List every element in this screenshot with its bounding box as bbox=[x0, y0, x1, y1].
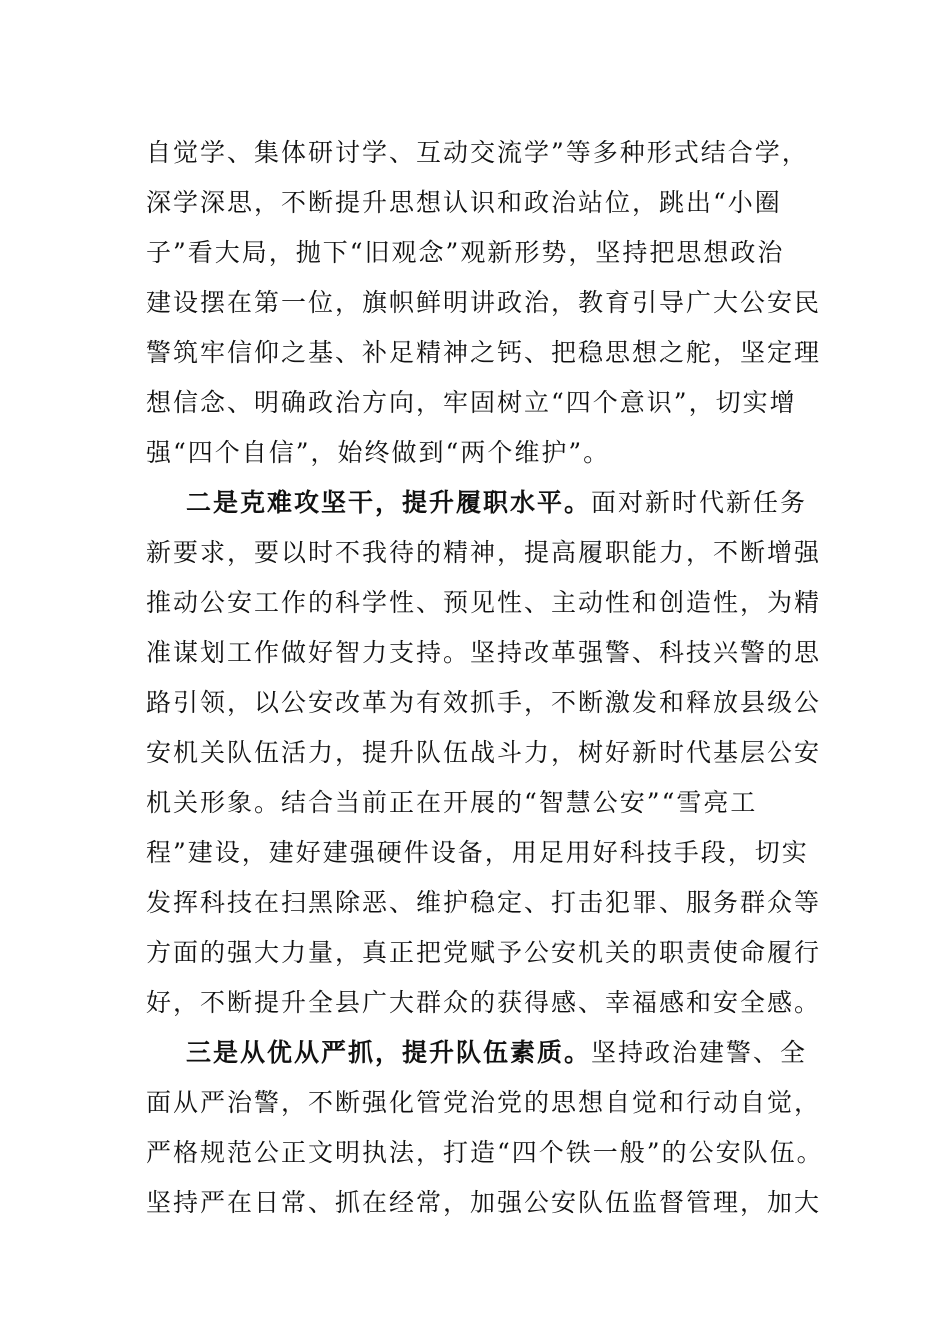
body-line: 坚持严在日常、抓在经常，加强公安队伍监督管理，加大 bbox=[146, 1188, 822, 1217]
body-line: 推动公安工作的科学性、预见性、主动性和创造性，为精 bbox=[146, 588, 822, 617]
body-line: 新要求，要以时不我待的精神，提高履职能力，不断增强 bbox=[146, 538, 822, 567]
paragraph-first-line bbox=[186, 1031, 886, 1075]
paragraph-heading: 二是克难攻坚干，提升履职水平。 bbox=[186, 488, 592, 517]
body-line: 程”建设，建好建强硬件设备，用足用好科技手段，切实 bbox=[146, 838, 809, 867]
paragraph-first-line-text: 坚持政治建警、全 bbox=[591, 1038, 808, 1067]
body-line: 发挥科技在扫黑除恶、维护稳定、打击犯罪、服务群众等 bbox=[146, 888, 822, 917]
paragraph-first-line-text: 面对新时代新任务 bbox=[591, 488, 808, 517]
body-line: 建设摆在第一位，旗帜鲜明讲政治，教育引导广大公安民 bbox=[146, 288, 822, 317]
body-line: 强“四个自信”，始终做到“两个维护”。 bbox=[146, 438, 611, 467]
body-line: 想信念、明确政治方向，牢固树立“四个意识”，切实增 bbox=[146, 388, 797, 417]
paragraph-heading: 三是从优从严抓，提升队伍素质。 bbox=[186, 1038, 592, 1067]
body-line: 面从严治警，不断强化管党治党的思想自觉和行动自觉， bbox=[146, 1088, 822, 1117]
body-line: 安机关队伍活力，提升队伍战斗力，树好新时代基层公安 bbox=[146, 738, 822, 767]
body-line: 机关形象。结合当前正在开展的“智慧公安”“雪亮工 bbox=[146, 788, 758, 817]
body-line: 路引领，以公安改革为有效抓手，不断激发和释放县级公 bbox=[146, 688, 822, 717]
body-line: 方面的强大力量，真正把党赋予公安机关的职责使命履行 bbox=[146, 938, 822, 967]
body-line: 好，不断提升全县广大群众的获得感、幸福感和安全感。 bbox=[146, 988, 822, 1017]
body-line: 子”看大局，抛下“旧观念”观新形势，坚持把思想政治 bbox=[146, 238, 785, 267]
body-line: 严格规范公正文明执法，打造“四个铁一般”的公安队伍。 bbox=[146, 1138, 824, 1167]
body-line: 准谋划工作做好智力支持。坚持改革强警、科技兴警的思 bbox=[146, 638, 822, 667]
body-line: 深学深思，不断提升思想认识和政治站位，跳出“小圈 bbox=[146, 188, 782, 217]
body-line: 警筑牢信仰之基、补足精神之钙、把稳思想之舵，坚定理 bbox=[146, 338, 822, 367]
body-line: 自觉学、集体研讨学、互动交流学”等多种形式结合学， bbox=[146, 138, 809, 167]
paragraph-first-line bbox=[186, 481, 886, 525]
